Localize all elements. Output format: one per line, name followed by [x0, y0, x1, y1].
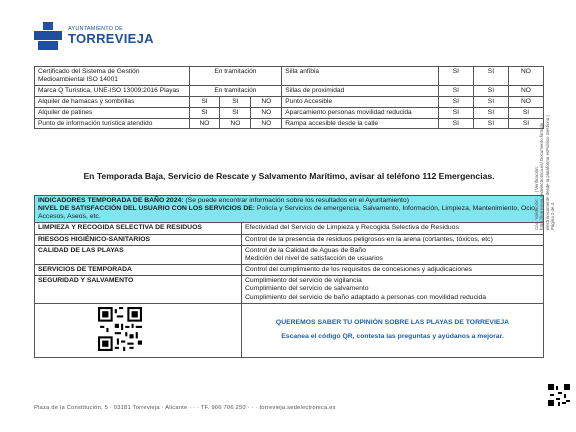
validation-qr-code-icon: [548, 384, 570, 406]
indicators-header-row: INDICADORES TEMPORADA DE BAÑO 2024: (Se puede encontrar información sobre los resultados en el Ayuntamiento) NIVEL DE SATISFACCIÓN DEL USUARIO CON LOS SERVICIOS DE: Policía y Servicios de emergencia, Salvamento, Información, Limpieza, Mantenimiento, Ocio, Accesos, Aseos, etc.: [35, 196, 544, 223]
validation-margin-text: Cód. Validación: ... | Verificación: https://torrevieja.sedelectronica.es/ Documento firmado electrónicamente desde la plataforma esPublico Gestiona | Página 2 de 4: [534, 115, 555, 230]
table-row: SEGURIDAD Y SALVAMENTO Cumplimiento del servicio de vigilancia Cumplimiento del servicio de salvamento Cumplimiento del servicio de baño adaptado a personas con movilidad reducida: [35, 276, 544, 303]
municipality-logo: [34, 22, 154, 50]
qr-row: [35, 303, 544, 357]
indicators-table: [34, 195, 544, 358]
table-row: Alquiler de hamacas y sombrillas SI SI NO Punto Accesible SI SI NO: [35, 96, 544, 107]
logo-subtitle: AYUNTAMIENTO DE: [68, 25, 123, 32]
emergency-banner: En Temporada Baja, Servicio de Rescate y Salvamento Marítimo, avisar al teléfono 112 Emergencias.: [83, 171, 495, 181]
services-table: [34, 66, 544, 129]
table-row: Alquiler de patines SI SI NO Aparcamiento personas movilidad reducida SI SI SI: [35, 107, 544, 118]
table-row: CALIDAD DE LAS PLAYAS Control de la Calidad de Aguas de Baño Medición del nivel de satisfacción de usuarios: [35, 245, 544, 264]
table-row: Punto de información turística atendido NO NO NO Rampa accesible desde la calle SI SI SI: [35, 118, 544, 129]
torrevieja-emblem-icon: [34, 22, 62, 50]
survey-qr-code-icon[interactable]: [98, 307, 142, 351]
survey-instructions: Escanea el código QR, contesta las preguntas y ayúdanos a mejorar.: [281, 332, 504, 340]
footer-address: Plaza de la Constitución, 5 · 03181 Torrevieja · Alicante · · · TF. 966 706 250 · · · torrevieja.sedelectronica.es: [34, 405, 336, 411]
table-row: Certificado del Sistema de Gestión Medioambiental ISO 14001 En tramitación Silla anfibia SI SI NO: [35, 67, 544, 86]
table-row: SERVICIOS DE TEMPORADA Control del cumplimiento de los requisitos de concesiones y adjudicaciones: [35, 265, 544, 276]
table-row: RIESGOS HIGIÉNICO-SANITARIOS Control de la presencia de residuos peligrosos en la arena (cortantes, tóxicos, etc): [35, 234, 544, 245]
logo-title: TORREVIEJA: [68, 31, 154, 47]
table-row: Marca Q Turística, UNE-ISO 13009:2016 Playas En tramitación Sillas de proximidad SI SI NO: [35, 85, 544, 96]
table-row: LIMPIEZA Y RECOGIDA SELECTIVA DE RESIDUOS Efectividad del Servicio de Limpieza y Recogida Selectiva de Residuos: [35, 223, 544, 234]
survey-heading: QUEREMOS SABER TU OPINIÓN SOBRE LAS PLAYAS DE TORREVIEJA: [275, 318, 510, 326]
